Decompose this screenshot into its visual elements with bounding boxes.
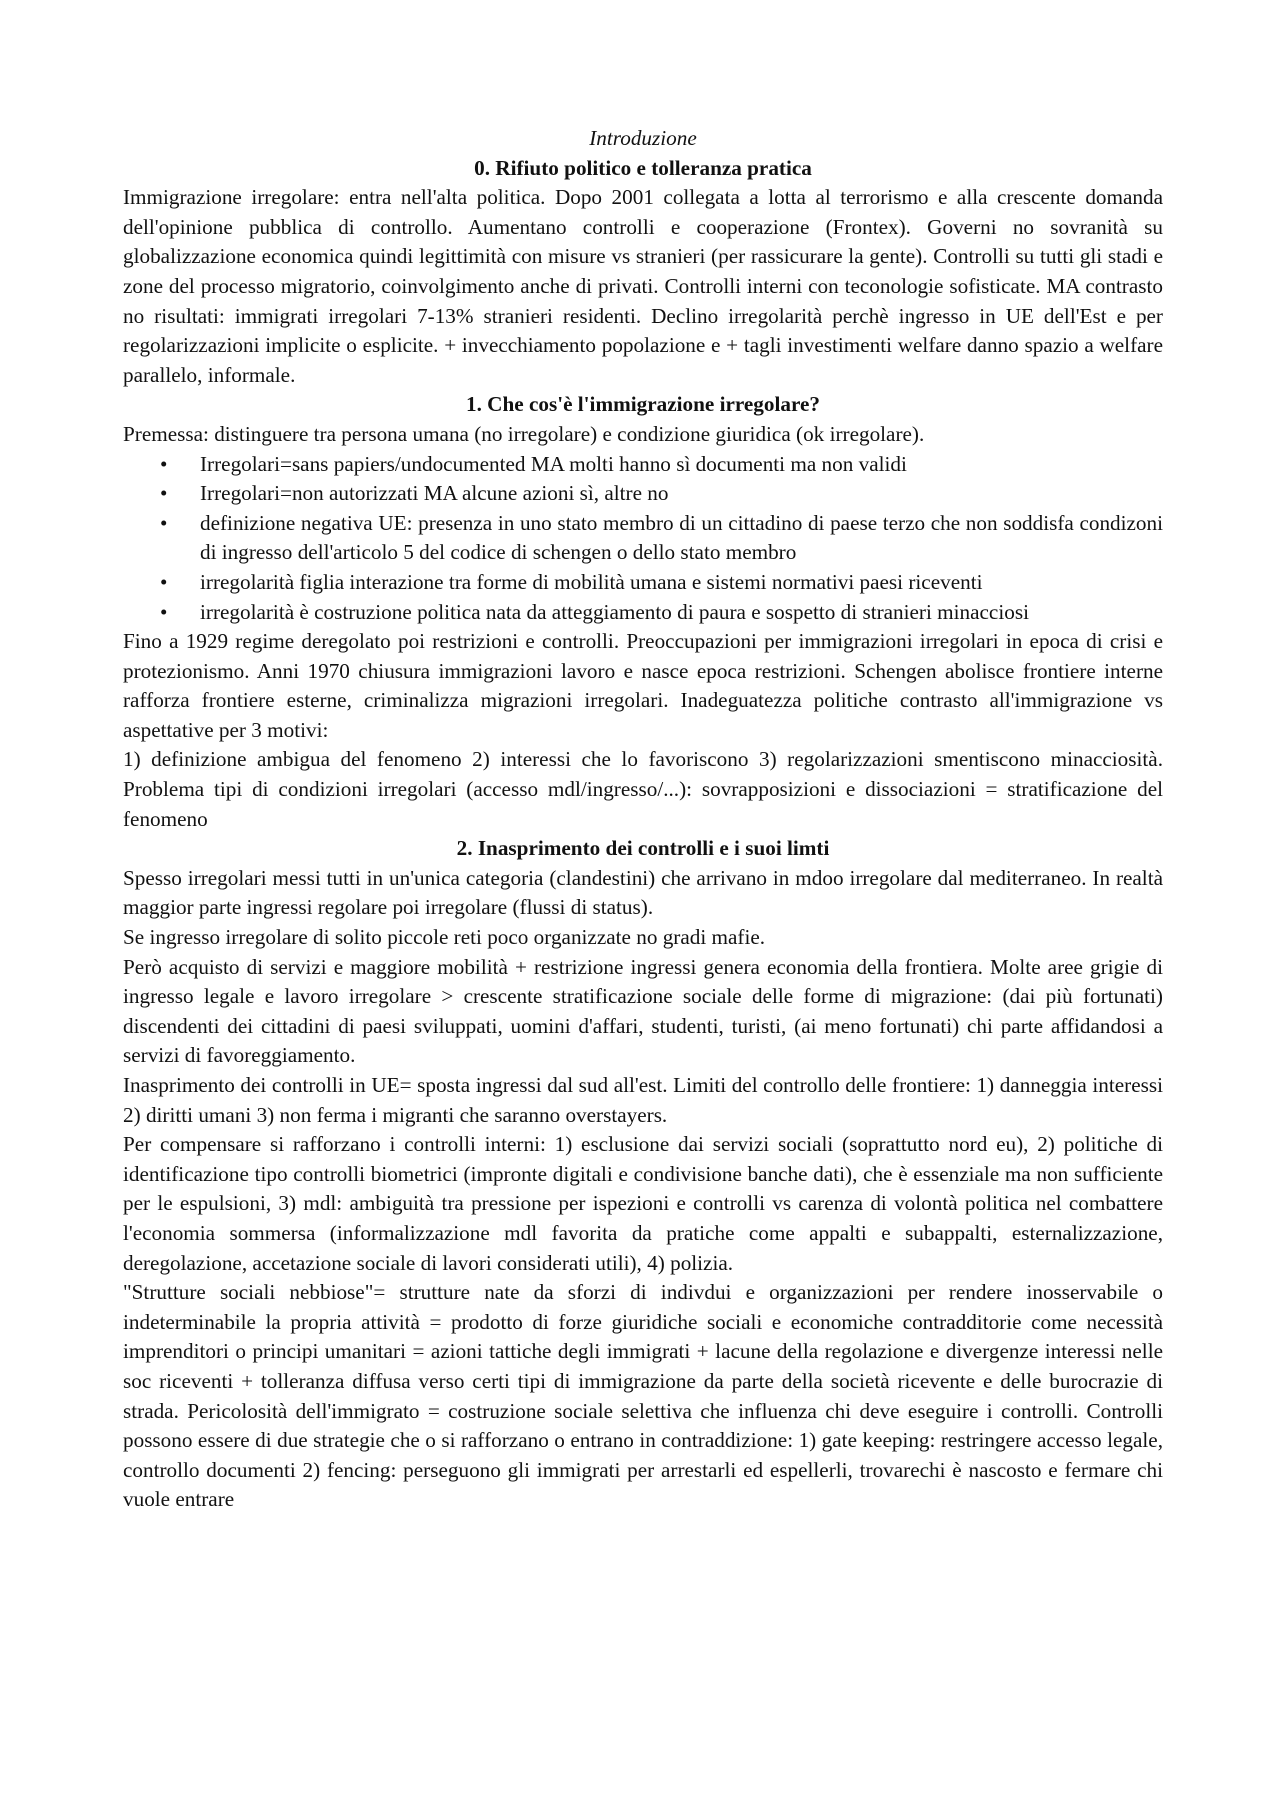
section-2-paragraph: "Strutture sociali nebbiose"= strutture nate da sforzi di indivdui e organizzazioni per rendere inosservabile o indeterminabile la propria attività = prodotto di forze giuridiche sociali e economiche contradditorie come necessità imprenditori o principi umanitari = azioni tattiche degli immigrati + lacune della regolazione e divergenze interessi nelle soc riceventi + tolleranza diffusa verso certi tipi di immigrazione da parte della società ricevente e delle burocrazie di strada. Pericolosità dell'immigrato = costruzione sociale selettiva che influenza chi deve eseguire i controlli. Controlli possono essere di due strategie che o si rafforzano o entrano in contraddizione: 1) gate keeping: restringere accesso legale, controllo documenti 2) fencing: perseguono gli immigrati per arrestarli ed espellerli, trovarechi è nascosto e fermare chi vuole entrare — [123, 1280, 1163, 1512]
section-1-heading: 1. Che cos'è l'immigrazione irregolare? — [465, 392, 820, 417]
section-0-paragraph: Immigrazione irregolare: entra nell'alta politica. Dopo 2001 collegata a lotta al terrorismo e alla crescente domanda dell'opinione pubblica di controllo. Aumentano controlli e cooperazione (Frontex). Governi no sovranità su globalizzazione economica quindi legittimità con misure vs stranieri (per rassicurare la gente). Controlli su tutti gli stadi e zone del processo migratorio, coinvolgimento anche di privati. Controlli interni con teconologie sofisticate. MA contrasto no risultati: immigrati irregolari 7-13% stranieri residenti. Declino irregolarità perchè ingresso in UE dell'Est e per regolarizzazioni implicite o esplicite. + invecchiamento popolazione e + tagli investimenti welfare danno spazio a welfare parallelo, informale. — [123, 185, 1163, 387]
section-1-premise: Premessa: distinguere tra persona umana (no irregolare) e condizione giuridica (ok irregolare). — [123, 421, 925, 446]
section-1-bullet-list — [123, 450, 1163, 628]
bullet-icon: • — [160, 451, 168, 476]
section-2-paragraph: Però acquisto di servizi e maggiore mobilità + restrizione ingressi genera economia della frontiera. Molte aree grigie di ingresso legale e lavoro irregolare > crescente stratificazione sociale delle forme di migrazione: (dai più fortunati) discendenti dei cittadini di paesi sviluppati, uomini d'affari, studenti, turisti, (ai meno fortunati) chi parte affidandosi a servizi di favoreggiamento. — [123, 954, 1163, 1068]
list-item — [123, 450, 1163, 480]
section-2-heading: 2. Inasprimento dei controlli e i suoi limti — [456, 836, 830, 861]
bullet-icon: • — [160, 599, 168, 624]
section-2-paragraph: Per compensare si rafforzano i controlli interni: 1) esclusione dai servizi sociali (soprattutto nord eu), 2) politiche di identificazione tipo controlli biometrici (impronte digitali e condivisione banche dati), che è essenziale ma non sufficiente per le espulsioni, 3) mdl: ambiguità tra pressione per ispezioni e controlli vs carenza di volontà politica nel combattere l'economia sommersa (informalizzazione mdl favorita da pratiche come appalti e subappalti, esternalizzazione, deregolazione, accetazione sociale di lavori considerati utili), 4) polizia. — [123, 1132, 1163, 1275]
section-2-paragraph: Inasprimento dei controlli in UE= sposta ingressi dal sud all'est. Limiti del controllo delle frontiere: 1) danneggia interessi 2) diritti umani 3) non ferma i migranti che saranno overstayers. — [123, 1073, 1163, 1127]
list-item-text: Irregolari=non autorizzati MA alcune azioni sì, altre no — [200, 481, 669, 506]
bullet-icon: • — [160, 481, 168, 506]
bullet-icon: • — [160, 569, 168, 594]
list-item-text: irregolarità è costruzione politica nata da atteggiamento di paura e sospetto di stranieri minacciosi — [200, 599, 1029, 624]
list-item-text: irregolarità figlia interazione tra forme di mobilità umana e sistemi normativi paesi riceventi — [200, 569, 983, 594]
list-item-text: Irregolari=sans papiers/undocumented MA molti hanno sì documenti ma non validi — [200, 451, 907, 476]
section-2-paragraph: Se ingresso irregolare di solito piccole reti poco organizzate no gradi mafie. — [123, 925, 766, 950]
section-2-paragraph: Spesso irregolari messi tutti in un'unica categoria (clandestini) che arrivano in mdoo irregolare dal mediterraneo. In realtà maggior parte ingressi regolare poi irregolare (flussi di status). — [123, 865, 1163, 920]
list-item — [123, 598, 1163, 628]
list-item — [123, 509, 1163, 568]
bullet-icon: • — [160, 510, 168, 535]
section-0-heading: 0. Rifiuto politico e tolleranza pratica — [474, 155, 812, 180]
document-page — [123, 124, 1163, 1515]
list-item-text: definizione negativa UE: presenza in uno stato membro di un cittadino di paese terzo che non soddisfa condizoni di ingresso dell'articolo 5 del codice di schengen o dello stato membro — [200, 510, 1163, 565]
section-1-paragraph: Fino a 1929 regime deregolato poi restrizioni e controlli. Preoccupazioni per immigrazioni irregolari in epoca di crisi e protezionismo. Anni 1970 chiusura immigrazioni lavoro e nasce epoca restrizioni. Schengen abolisce frontiere interne rafforza frontiere esterne, criminalizza migrazioni irregolari. Inadeguatezza politiche contrasto all'immigrazione vs aspettative per 3 motivi: — [123, 629, 1163, 742]
list-item — [123, 568, 1163, 598]
section-1-paragraph: 1) definizione ambigua del fenomeno 2) interessi che lo favoriscono 3) regolarizzazioni smentiscono minacciosità. Problema tipi di condizioni irregolari (accesso mdl/ingresso/...): sovrapposizioni e dissociazioni = stratificazione del fenomeno — [123, 747, 1163, 831]
intro-title: Introduzione — [589, 126, 697, 150]
list-item — [123, 479, 1163, 509]
